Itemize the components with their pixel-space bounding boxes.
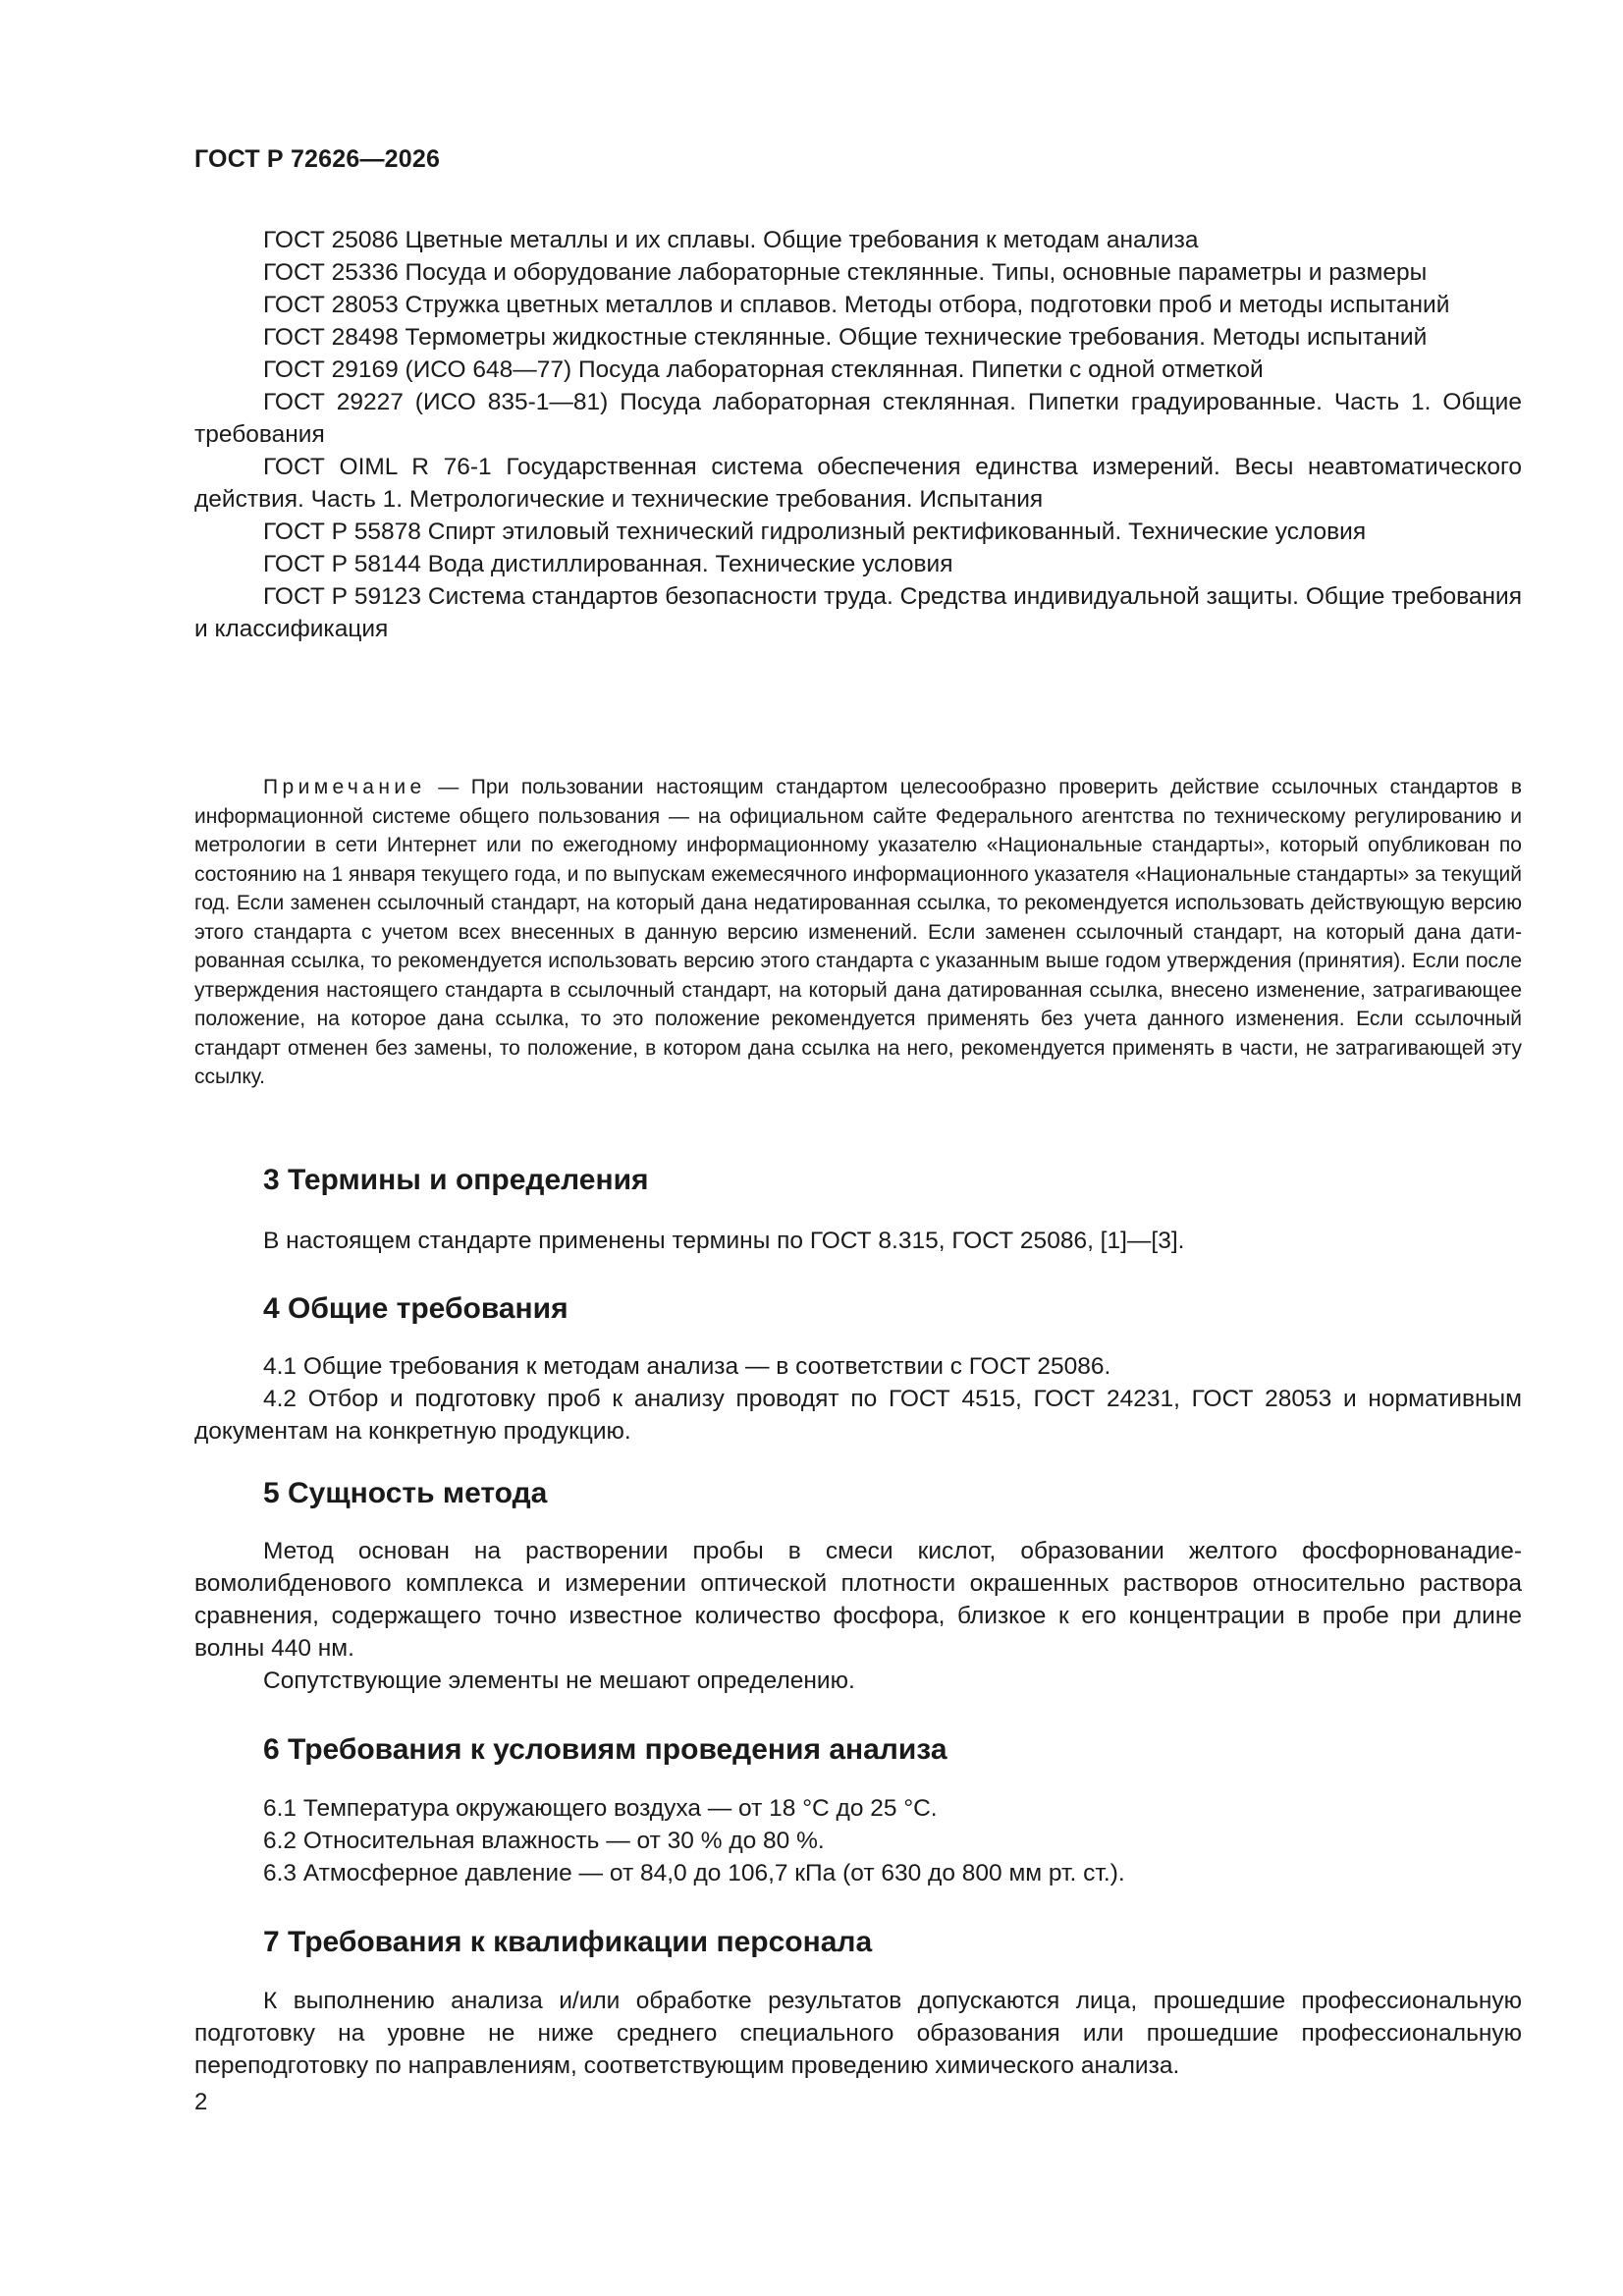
paragraph: 6.1 Температура окружающего воздуха — от 18 °С до 25 °С. (263, 1795, 938, 1822)
reference-item: ГОСТ Р 55878 Спирт этиловый технический гидролизный ректификованный. Технические условия (263, 519, 1367, 545)
reference-item: ГОСТ 25336 Посуда и оборудование лабораторные стеклянные. Типы, основные параметры и размеры (263, 259, 1428, 286)
reference-note (194, 773, 1522, 1092)
paragraph: 6.2 Относительная влажность — от 30 % до 80 %. (263, 1828, 825, 1854)
paragraph: 4.2 Отбор и подготовку проб к анализу проводят по ГОСТ 4515, ГОСТ 24231, ГОСТ 28053 и нормативным документам на конкретную продукцию. (194, 1386, 1522, 1445)
document-code: ГОСТ Р 72626—2026 (194, 145, 441, 173)
reference-item: ГОСТ 25086 Цветные металлы и их сплавы. Общие требования к методам анализа (263, 227, 1199, 253)
paragraph: 6.3 Атмосферное давление — от 84,0 до 106,7 кПа (от 630 до 800 мм рт. ст.). (263, 1860, 1125, 1886)
reference-item: ГОСТ Р 58144 Вода дистиллированная. Технические условия (263, 551, 953, 577)
section-3-heading: 3 Термины и определения (263, 1164, 649, 1196)
paragraph: Сопутствующие элементы не мешают определению. (263, 1667, 855, 1694)
section-3-body (194, 1225, 1522, 1257)
page-number: 2 (194, 2089, 208, 2115)
paragraph: 4.1 Общие требования к методам анализа — в соответствии с ГОСТ 25086. (263, 1353, 1111, 1380)
section-5-heading: 5 Сущность метода (263, 1477, 548, 1509)
reference-item: ГОСТ OIML R 76-1 Государственная система обеспечения единства измерений. Весы неавтоматического действия. Часть 1. Метрологические и технические требования. Испытания (194, 454, 1522, 513)
note-text: — При пользовании настоящим стандартом целесообразно проверить действие ссылочных стандартов в информационной системе общего пользования — на официальном сайте Федерального агентства по техническому регулированию и метрологии в сети Интернет или по ежегодному информационному указателю «Национальные стандарты», который опубликован по состоянию на 1 января текущего года, и по выпускам ежемесячного информационного указателя «Национальные стандарты» за текущий год. Если заменен ссылочный стандарт, на который дана недатированная ссылка, то рекомендуется использовать действующую версию этого стандарта с учетом всех внесенных в данную версию изменений. Если заменен ссылочный стандарт, на который дана датированная ссылка, то рекомендуется использовать версию этого стандарта с указанным выше годом утверждения (принятия). Если после утверждения настоящего стандарта в ссылочный стандарт, на который дана датированная ссылка, внесено изменение, затрагивающее положение, на которое дана ссылка, то это положение рекомендуется применять без учета данного изменения. Если ссылочный стандарт отменен без замены, то положение, в котором дана ссылка на него, рекомендуется применять в части, не затрагивающей эту ссылку. (194, 776, 1522, 1088)
note-label: Примечание (263, 776, 426, 798)
reference-item: ГОСТ 28498 Термометры жидкостные стеклянные. Общие технические требования. Методы испытаний (263, 324, 1428, 351)
section-4-body (194, 1350, 1522, 1448)
paragraph: К выполнению анализа и/или обработке результатов допускаются лица, прошедшие профессиональную подготовку на уровне не ниже среднего специального образования или прошедшие профессиональную переподготовку по направлениям, соответствующим проведению химического анализа. (194, 1988, 1522, 2079)
normative-references-list (194, 224, 1522, 645)
section-7-body (194, 1985, 1522, 2082)
reference-item: ГОСТ 29169 (ИСО 648—77) Посуда лабораторная стеклянная. Пипетки с одной отметкой (263, 356, 1264, 383)
reference-item: ГОСТ 29227 (ИСО 835-1—81) Посуда лабораторная стеклянная. Пипетки градуированные. Часть 1. Общие требования (194, 389, 1522, 448)
section-7-heading: 7 Требования к квалификации персонала (263, 1926, 873, 1958)
section-4-heading: 4 Общие требования (263, 1292, 568, 1325)
paragraph: Метод основан на растворении пробы в смеси кислот, образовании желтого фосфорнованадиевомолибденового комплекса и измерении оптической плотности окрашенных растворов относительно раствора сравнения, содержащего точно известное количество фосфора, близкое к его концентрации в пробе при длине волны 440 нм. (194, 1538, 1522, 1662)
section-5-body (194, 1535, 1522, 1697)
paragraph: В настоящем стандарте применены термины по ГОСТ 8.315, ГОСТ 25086, [1]—[3]. (263, 1228, 1185, 1254)
reference-item: ГОСТ Р 59123 Система стандартов безопасности труда. Средства индивидуальной защиты. Общие требования и классификация (194, 583, 1523, 642)
section-6-heading: 6 Требования к условиям проведения анализа (263, 1733, 947, 1766)
section-6-body (194, 1792, 1522, 1889)
reference-item: ГОСТ 28053 Стружка цветных металлов и сплавов. Методы отбора, подготовки проб и методы испытаний (263, 292, 1450, 318)
